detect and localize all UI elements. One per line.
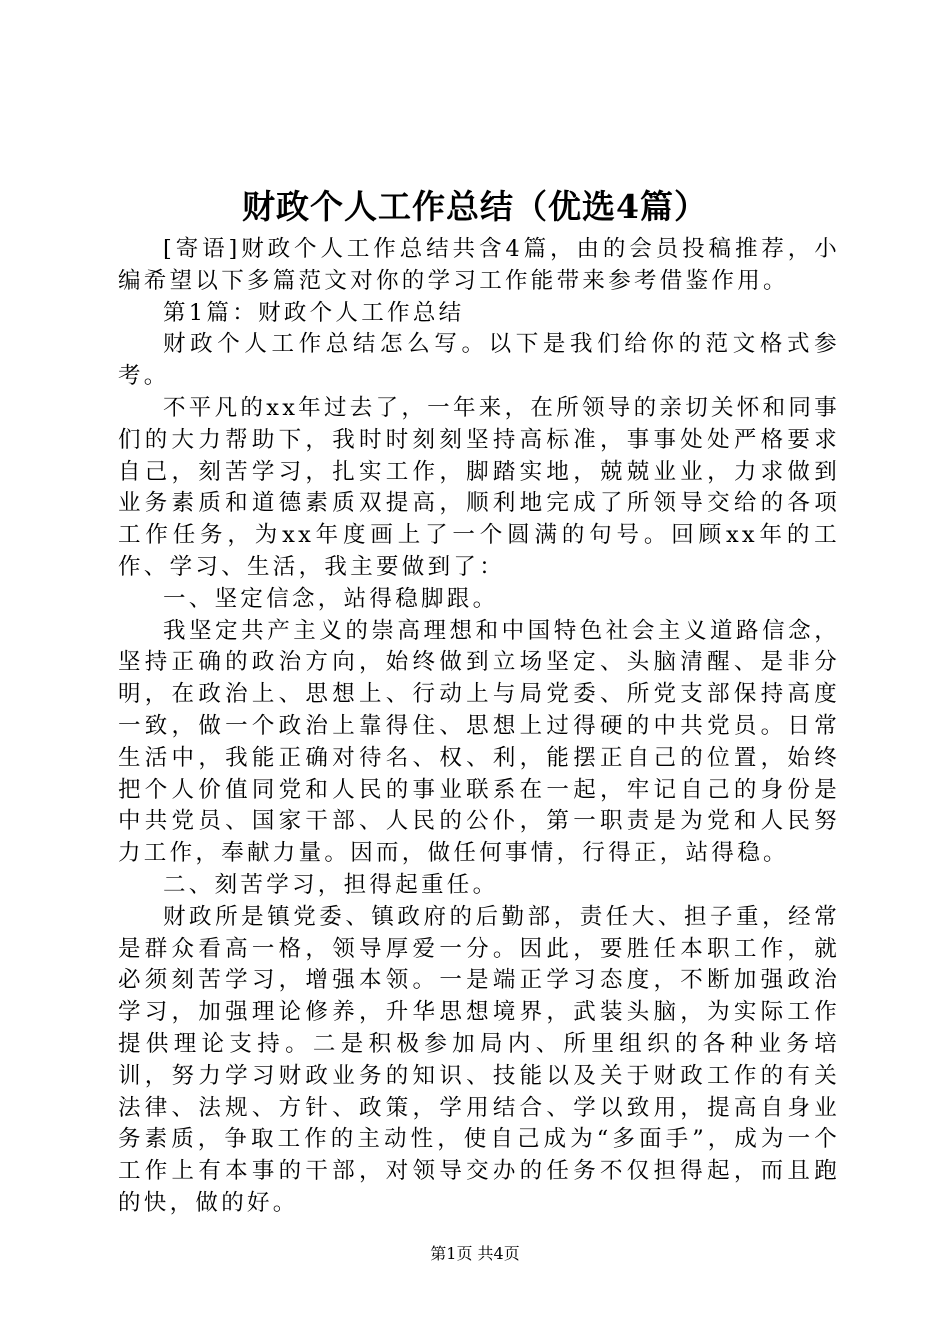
document-body bbox=[118, 234, 840, 1220]
section-heading: 一、坚定信念，站得稳脚跟。 bbox=[163, 585, 499, 612]
body-paragraph: 我坚定共产主义的崇高理想和中国特色社会主义道路信念，坚持正确的政治方向，始终做到立场坚定、头脑清醒、是非分明，在政治上、思想上、行动上与局党委、所党支部保持高度一致，做一个政治上靠得住、思想上过得硬的中共党员。日常生活中，我能正确对待名、权、利，能摆正自己的位置，始终把个人价值同党和人民的事业联系在一起，牢记自己的身份是中共党员、国家干部、人民的公仆，第一职责是为党和人民努力工作，奉献力量。因而，做任何事情，行得正，站得稳。 bbox=[118, 617, 840, 867]
document-title: 财政个人工作总结（优选4篇） bbox=[242, 187, 708, 226]
body-paragraph: 财政个人工作总结怎么写。以下是我们给你的范文格式参考。 bbox=[118, 331, 840, 390]
page-footer: 第1页 共4页 bbox=[430, 1244, 520, 1263]
body-paragraph: 不平凡的xx年过去了，一年来，在所领导的亲切关怀和同事们的大力帮助下，我时时刻刻坚持高标准，事事处处严格要求自己，刻苦学习，扎实工作，脚踏实地，兢兢业业，力求做到业务素质和道德素质双提高，顺利地完成了所领导交给的各项工作任务，为xx年度画上了一个圆满的句号。回顾xx年的工作、学习、生活，我主要做到了： bbox=[118, 394, 840, 580]
intro-paragraph: [寄语]财政个人工作总结共含4篇，由的会员投稿推荐，小编希望以下多篇范文对你的学习工作能带来参考借鉴作用。 bbox=[118, 236, 840, 294]
body-paragraph: 财政所是镇党委、镇政府的后勤部，责任大、担子重，经常是群众看高一格，领导厚爱一分。因此，要胜任本职工作，就必须刻苦学习，增强本领。一是端正学习态度，不断加强政治学习，加强理论修养，升华思想境界，武装头脑，为实际工作提供理论支持。二是积极参加局内、所里组织的各种业务培训，努力学习财政业务的知识、技能以及关于财政工作的有关法律、法规、方针、政策，学用结合、学以致用，提高自身业务素质，争取工作的主动性，使自己成为“多面手”，成为一个工作上有本事的干部，对领导交办的任务不仅担得起，而且跑的快，做的好。 bbox=[118, 903, 840, 1216]
chapter-heading: 第1篇：财政个人工作总结 bbox=[163, 299, 465, 326]
section-heading: 二、刻苦学习，担得起重任。 bbox=[163, 871, 499, 898]
